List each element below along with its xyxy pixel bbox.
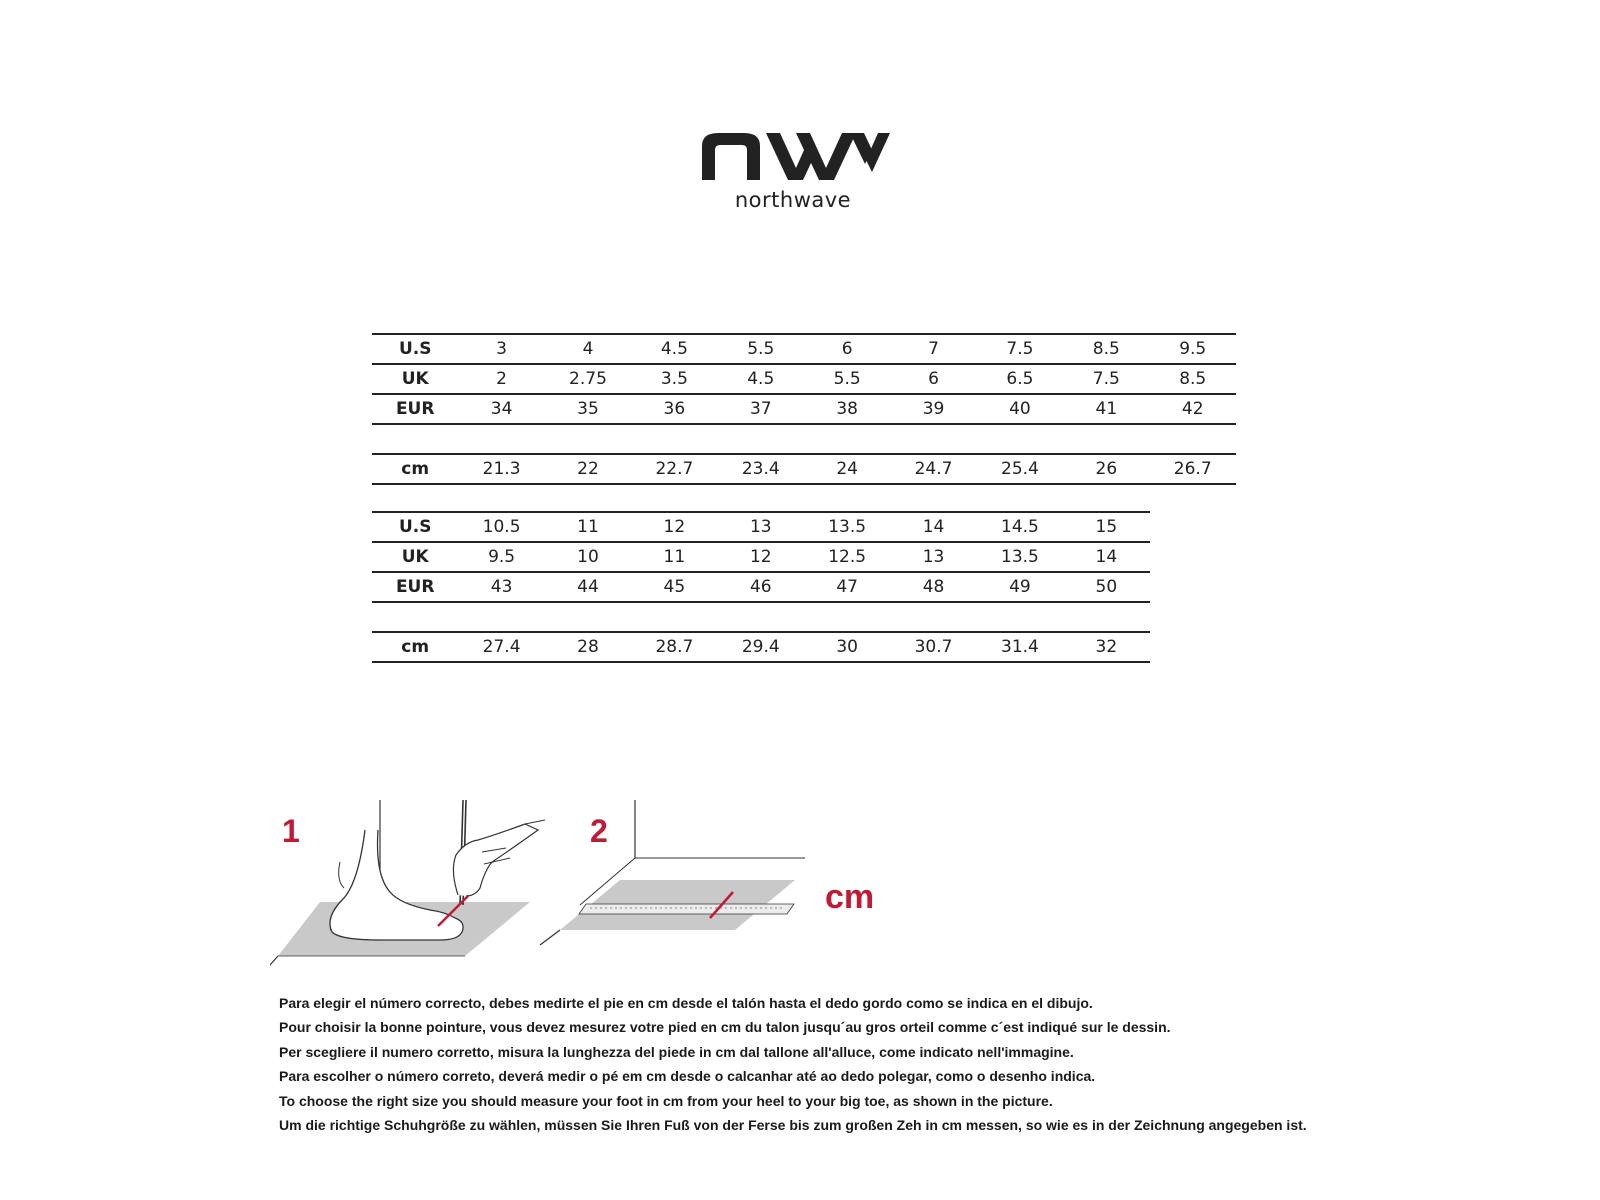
table-cell: 7.5 xyxy=(977,334,1063,364)
instruction-italian: Per scegliere il numero corretto, misura la lunghezza del piede in cm dal tallone all'alluce, come indicato nell'immagine. xyxy=(279,1043,1074,1060)
table-row xyxy=(372,572,1150,602)
table-cell: 10 xyxy=(545,542,631,572)
table-cell: 6.5 xyxy=(977,364,1063,394)
table-cell: 36 xyxy=(631,394,717,424)
table-cell: 27.4 xyxy=(458,632,544,662)
northwave-logo xyxy=(700,130,910,220)
instruction-english: To choose the right size you should measure your foot in cm from your heel to your big toe, as shown in the picture. xyxy=(279,1092,1053,1109)
table-row xyxy=(372,364,1236,394)
table-cell: 49 xyxy=(977,572,1063,602)
table-cell: 24.7 xyxy=(890,454,976,484)
table-cell: 39 xyxy=(890,394,976,424)
table-cell: 2.75 xyxy=(545,364,631,394)
table-cell: 42 xyxy=(1150,394,1236,424)
row-label-eur: EUR xyxy=(372,572,458,602)
table-cell: 35 xyxy=(545,394,631,424)
table-cell: 37 xyxy=(718,394,804,424)
table-cell: 38 xyxy=(804,394,890,424)
cm-unit-label: cm xyxy=(825,878,875,916)
table-cell: 48 xyxy=(890,572,976,602)
row-label-cm: cm xyxy=(372,454,458,484)
table-cell: 40 xyxy=(977,394,1063,424)
table-row xyxy=(372,394,1236,424)
table-cell: 14.5 xyxy=(977,512,1063,542)
table-cell: 21.3 xyxy=(458,454,544,484)
row-label-us: U.S xyxy=(372,334,458,364)
row-label-eur: EUR xyxy=(372,394,458,424)
table-cell: 13.5 xyxy=(804,512,890,542)
table-cell: 5.5 xyxy=(804,364,890,394)
instruction-portuguese: Para escolher o número correto, deverá medir o pé em cm desde o calcanhar até ao dedo polegar, como o desenho indica. xyxy=(279,1068,1096,1085)
table-cell: 29.4 xyxy=(718,632,804,662)
instruction-french: Pour choisir la bonne pointure, vous devez mesurez votre pied en cm du talon jusqu´au gros orteil comme c´est indiqué sur le dessin. xyxy=(279,1019,1171,1036)
table-cell: 26.7 xyxy=(1150,454,1236,484)
table-cell: 4 xyxy=(545,334,631,364)
table-cell: 6 xyxy=(804,334,890,364)
table-cell: 6 xyxy=(890,364,976,394)
table-cell: 13.5 xyxy=(977,542,1063,572)
table-cell: 28.7 xyxy=(631,632,717,662)
table-cell: 7.5 xyxy=(1063,364,1149,394)
row-label-uk: UK xyxy=(372,364,458,394)
table-cell: 14 xyxy=(890,512,976,542)
table-cell: 3.5 xyxy=(631,364,717,394)
table-cell: 11 xyxy=(631,542,717,572)
table-cell: 22.7 xyxy=(631,454,717,484)
measuring-diagram xyxy=(270,800,890,975)
table-cell: 25.4 xyxy=(977,454,1063,484)
table-cell: 12.5 xyxy=(804,542,890,572)
measuring-instructions xyxy=(279,991,1579,1137)
table-row xyxy=(372,512,1150,542)
table-cell: 24 xyxy=(804,454,890,484)
measuring-illustration xyxy=(270,800,890,980)
table-cell: 30 xyxy=(804,632,890,662)
table-cell: 44 xyxy=(545,572,631,602)
row-label-cm: cm xyxy=(372,632,458,662)
table-cell: 4.5 xyxy=(631,334,717,364)
size-table-1 xyxy=(372,333,1236,485)
table-row xyxy=(372,334,1236,364)
table-cell: 43 xyxy=(458,572,544,602)
row-label-us: U.S xyxy=(372,512,458,542)
table-cell: 12 xyxy=(631,512,717,542)
table-cell: 8.5 xyxy=(1063,334,1149,364)
table-cell: 34 xyxy=(458,394,544,424)
table-cell: 10.5 xyxy=(458,512,544,542)
table-row xyxy=(372,632,1150,662)
instruction-spanish: Para elegir el número correcto, debes medirte el pie en cm desde el talón hasta el dedo gordo como se indica en el dibujo. xyxy=(279,995,1093,1011)
table-cell: 15 xyxy=(1063,512,1149,542)
instruction-german: Um die richtige Schuhgröße zu wählen, müssen Sie Ihren Fuß von der Ferse bis zum großen Zeh in cm messen, so wie es in der Zeichnung angegeben ist. xyxy=(279,1117,1307,1134)
table-cell: 31.4 xyxy=(977,632,1063,662)
table-cell: 50 xyxy=(1063,572,1149,602)
table-row xyxy=(372,542,1150,572)
table-spacer-row xyxy=(372,424,1236,454)
table-cell: 3 xyxy=(458,334,544,364)
table-cell: 2 xyxy=(458,364,544,394)
table-cell: 46 xyxy=(718,572,804,602)
table-cell: 28 xyxy=(545,632,631,662)
table-cell: 13 xyxy=(890,542,976,572)
table-cell: 23.4 xyxy=(718,454,804,484)
table-cell: 5.5 xyxy=(718,334,804,364)
table-cell: 9.5 xyxy=(1150,334,1236,364)
table-cell: 11 xyxy=(545,512,631,542)
table-spacer-row xyxy=(372,602,1150,632)
table-row xyxy=(372,454,1236,484)
size-table-2 xyxy=(372,511,1150,663)
step-2-label: 2 xyxy=(590,813,608,849)
table-cell: 14 xyxy=(1063,542,1149,572)
table-cell: 45 xyxy=(631,572,717,602)
table-cell: 4.5 xyxy=(718,364,804,394)
table-cell: 13 xyxy=(718,512,804,542)
table-cell: 8.5 xyxy=(1150,364,1236,394)
table-cell: 32 xyxy=(1063,632,1149,662)
nw-logo-mark xyxy=(700,130,890,182)
table-cell: 12 xyxy=(718,542,804,572)
table-cell: 22 xyxy=(545,454,631,484)
table-cell: 47 xyxy=(804,572,890,602)
row-label-uk: UK xyxy=(372,542,458,572)
table-cell: 30.7 xyxy=(890,632,976,662)
step-1-label: 1 xyxy=(282,813,300,849)
table-cell: 26 xyxy=(1063,454,1149,484)
northwave-wordmark: northwave xyxy=(734,188,852,212)
table-cell: 9.5 xyxy=(458,542,544,572)
table-cell: 7 xyxy=(890,334,976,364)
table-cell: 41 xyxy=(1063,394,1149,424)
